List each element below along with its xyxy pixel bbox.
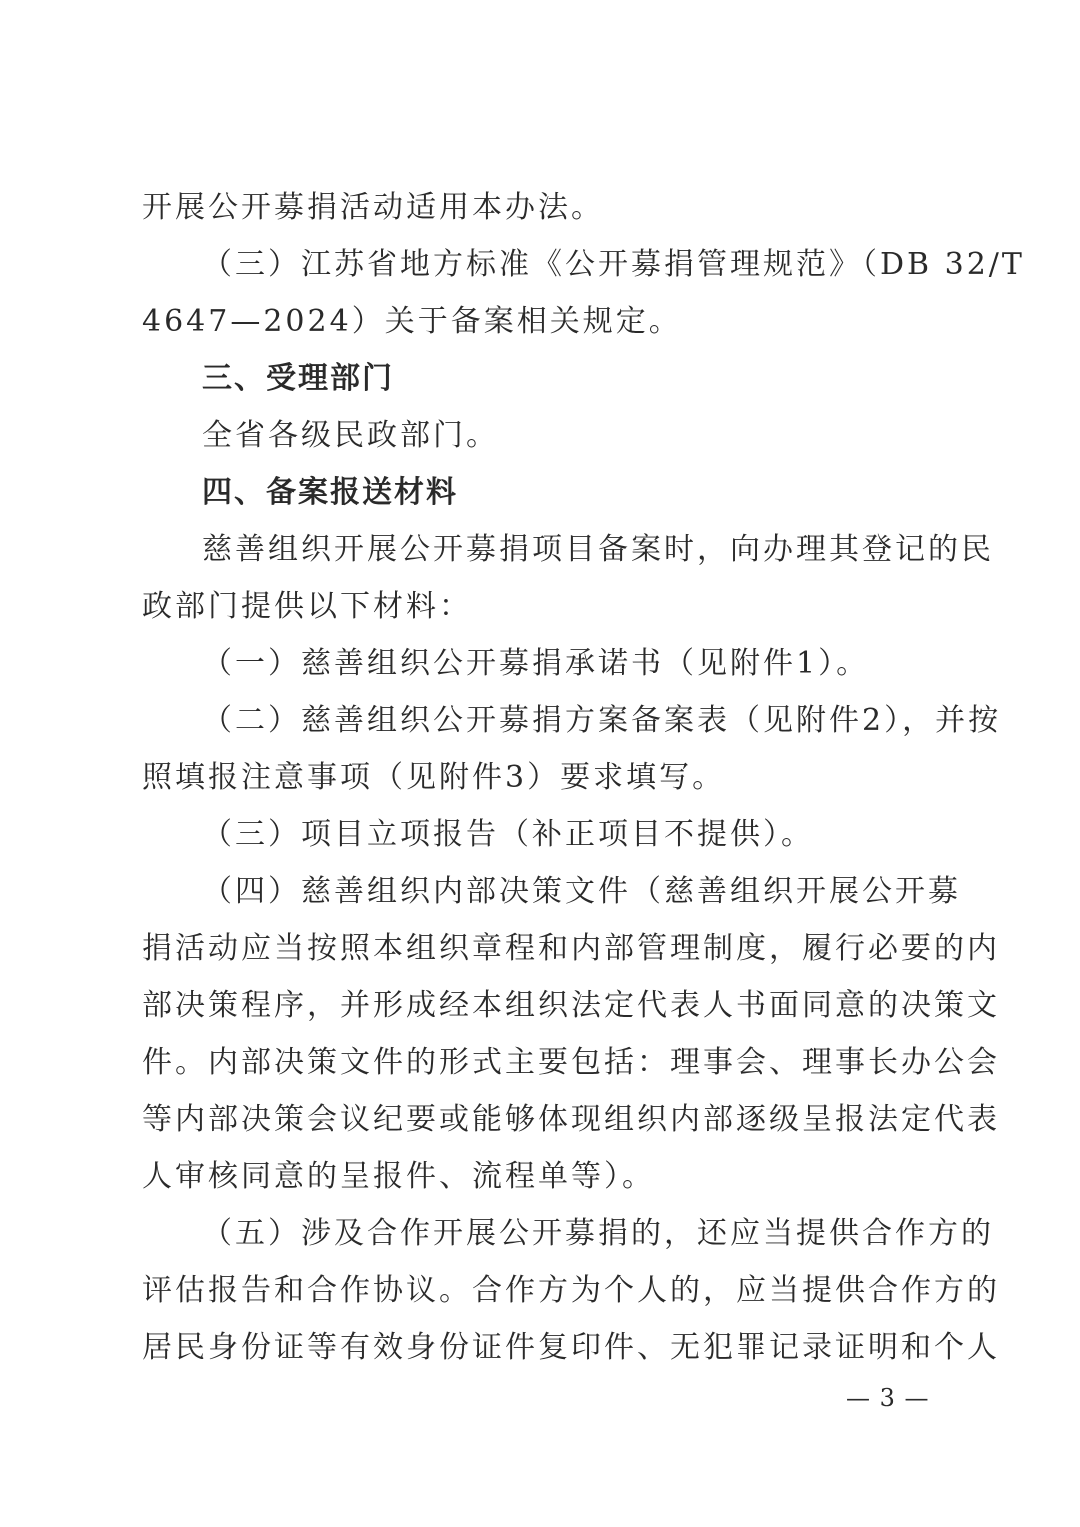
paragraph-line: （二）慈善组织公开募捐方案备案表（见附件2），并按 bbox=[202, 703, 1002, 738]
paragraph-line: （一）慈善组织公开募捐承诺书（见附件1）。 bbox=[202, 646, 870, 681]
paragraph-line: 居民身份证等有效身份证件复印件、无犯罪记录证明和个人 bbox=[142, 1330, 1000, 1365]
paragraph-line: 评估报告和合作协议。合作方为个人的，应当提供合作方的 bbox=[142, 1273, 1000, 1308]
section-heading: 四、备案报送材料 bbox=[202, 475, 458, 510]
paragraph-line: 人审核同意的呈报件、流程单等）。 bbox=[142, 1159, 655, 1194]
paragraph-line: 部决策程序，并形成经本组织法定代表人书面同意的决策文 bbox=[142, 988, 1000, 1023]
paragraph-line: 慈善组织开展公开募捐项目备案时，向办理其登记的民 bbox=[202, 532, 994, 567]
paragraph-line: （五）涉及合作开展公开募捐的，还应当提供合作方的 bbox=[202, 1216, 994, 1251]
paragraph-line: 件。内部决策文件的形式主要包括：理事会、理事长办公会 bbox=[142, 1045, 1000, 1080]
paragraph-line: 全省各级民政部门。 bbox=[202, 418, 499, 453]
paragraph-line: 等内部决策会议纪要或能够体现组织内部逐级呈报法定代表 bbox=[142, 1102, 1000, 1137]
paragraph-line: （三）项目立项报告（补正项目不提供）。 bbox=[202, 817, 814, 852]
paragraph-line: 4647—2024）关于备案相关规定。 bbox=[142, 304, 682, 339]
paragraph-line: （四）慈善组织内部决策文件（慈善组织开展公开募 bbox=[202, 874, 961, 909]
paragraph-line: 政部门提供以下材料： bbox=[142, 589, 472, 624]
paragraph-line: 开展公开募捐活动适用本办法。 bbox=[142, 190, 604, 225]
section-heading: 三、受理部门 bbox=[202, 361, 394, 396]
paragraph-line: 捐活动应当按照本组织章程和内部管理制度，履行必要的内 bbox=[142, 931, 1000, 966]
page-number: — 3 — bbox=[846, 1384, 930, 1412]
paragraph-line: 照填报注意事项（见附件3）要求填写。 bbox=[142, 760, 726, 795]
paragraph-line: （三）江苏省地方标准《公开募捐管理规范》（DB 32/T bbox=[202, 247, 1025, 282]
